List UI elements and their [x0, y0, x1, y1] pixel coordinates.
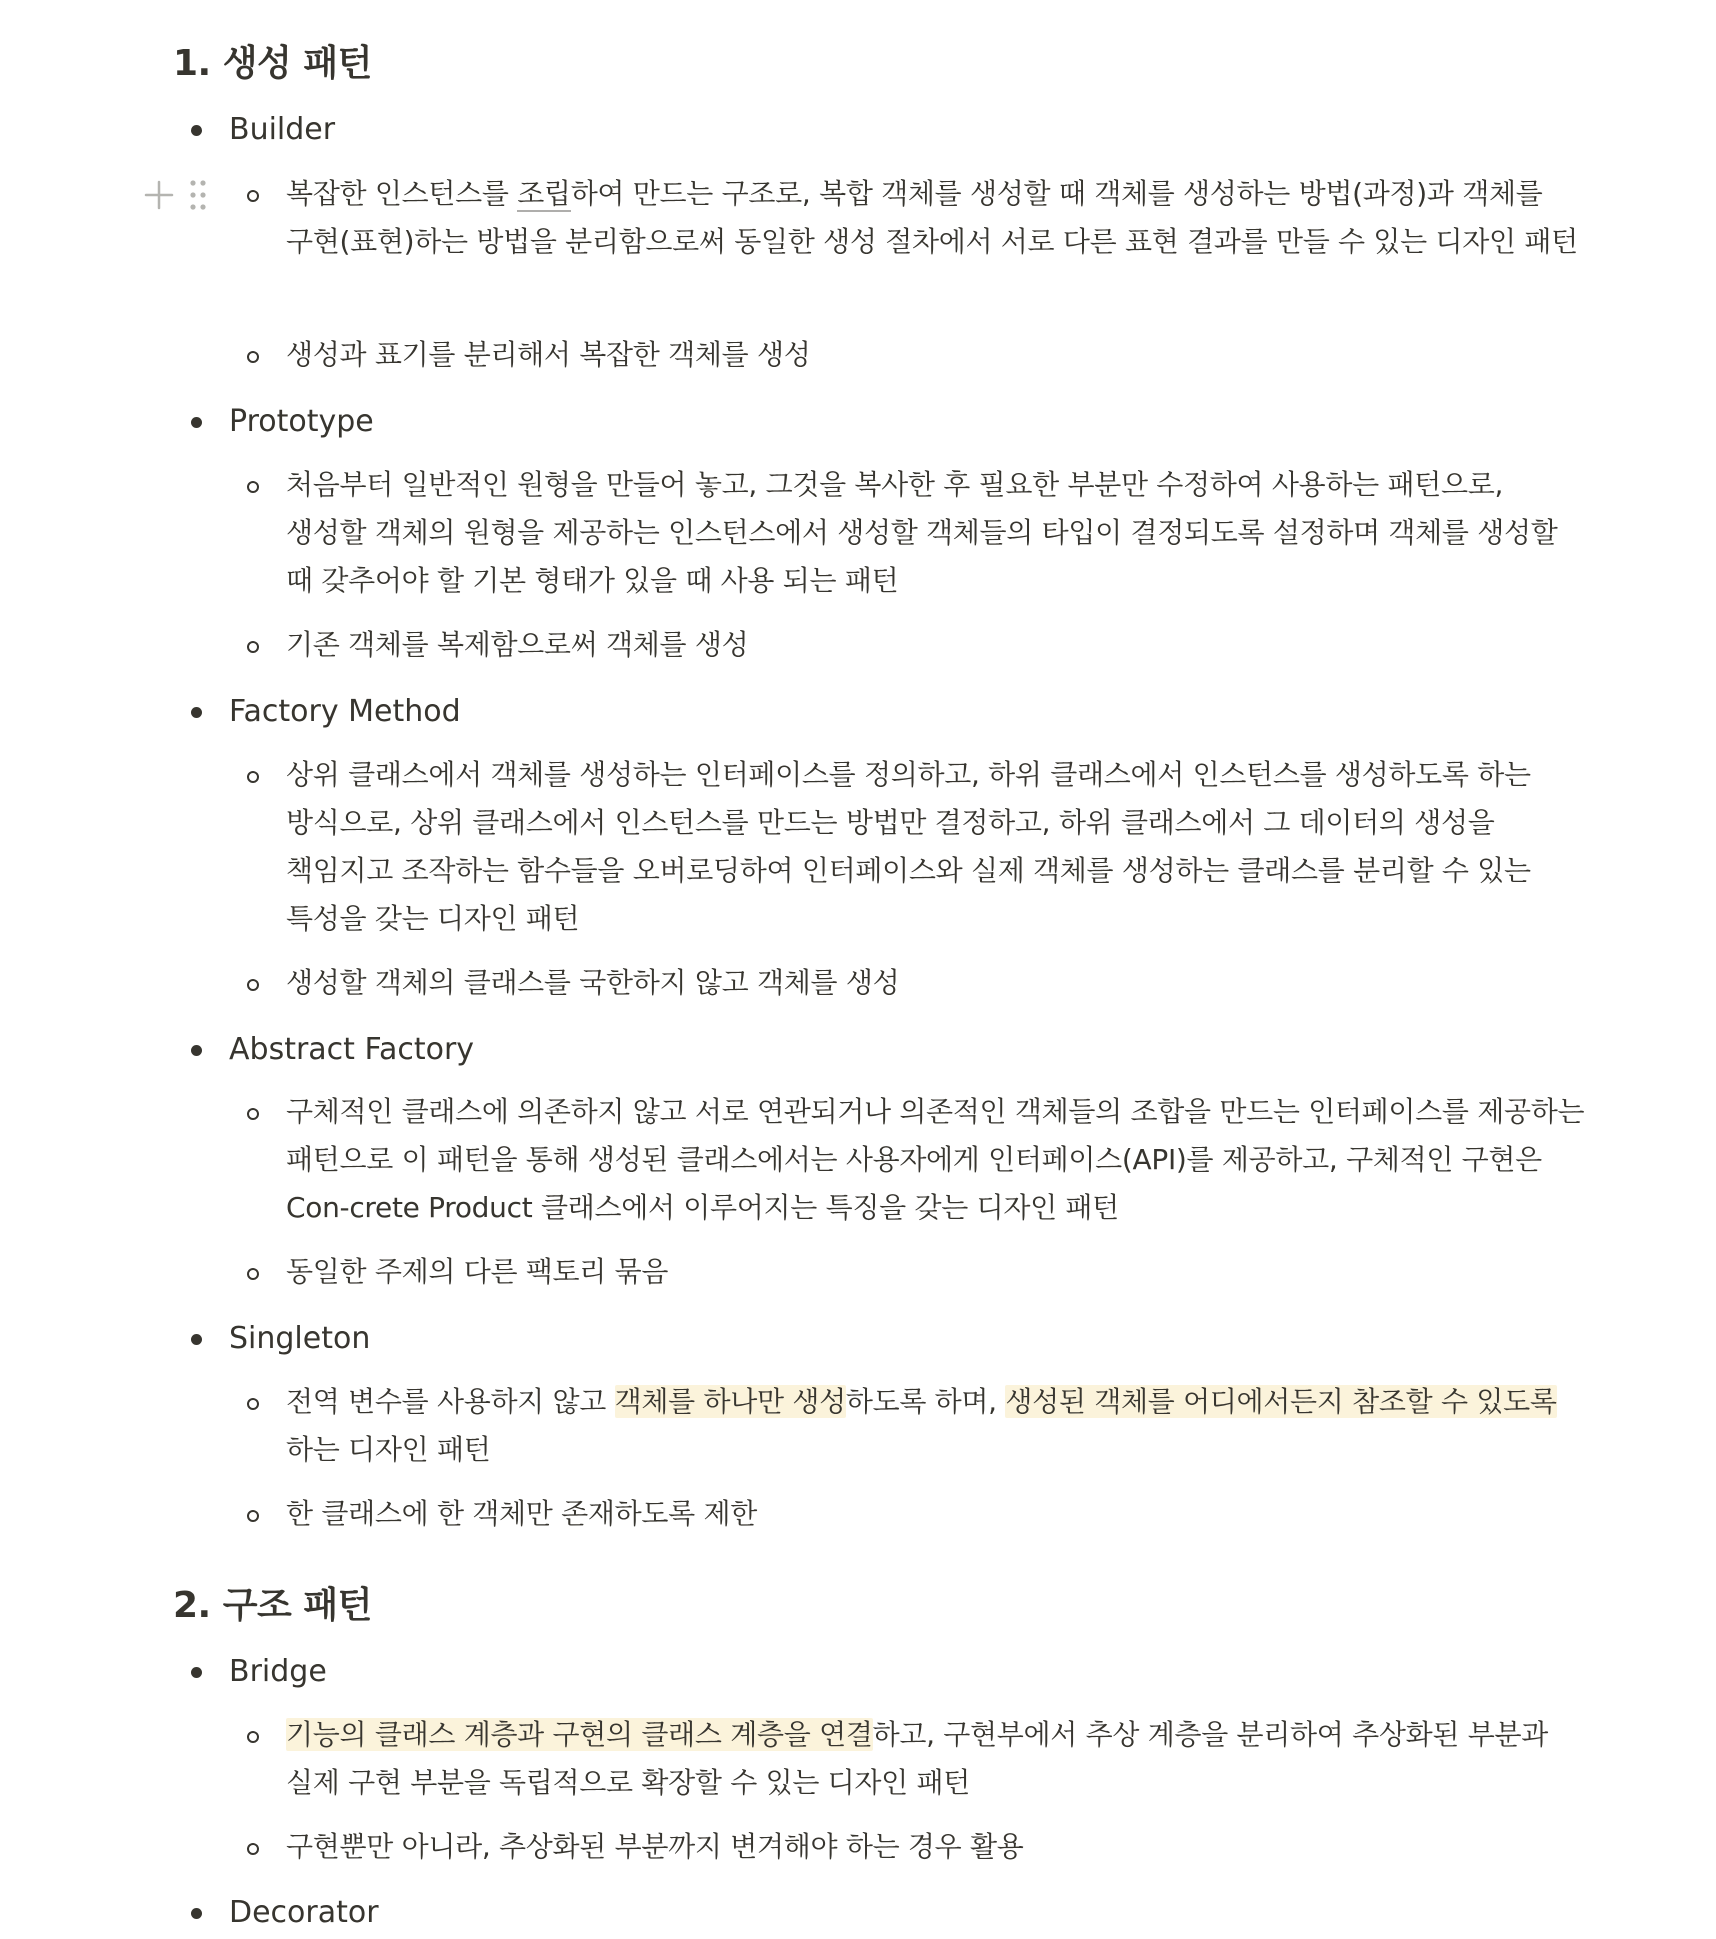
- circle-bullet-icon: [247, 1843, 259, 1855]
- description-text: 상위 클래스에서 객체를 생성하는 인터페이스를 정의하고, 하위 클래스에서 인스턴스를 생성하도록 하는 방식으로, 상위 클래스에서 인스턴스를 만드는 방법만 결정하고, 하위 클래스에서 그 데이터의 생성을 책임지고 조작하는 함수들을 오버로딩하여 인터페이스와 실제 객체를 생성하는 클래스를 분리할 수 있는 특성을 갖는 디자인 패턴: [286, 758, 1531, 935]
- description-text: 구체적인 클래스에 의존하지 않고 서로 연관되거나 의존적인 객체들의 조합을 만드는 인터페이스를 제공하는 패턴으로 이 패턴을 통해 생성된 클래스에서는 사용자에게 인터페이스(API)를 제공하고, 구체적인 구현은 Con-crete Product 클래스에서 이루어지는 특징을 갖는 디자인 패턴: [286, 1095, 1585, 1224]
- plus-icon[interactable]: [144, 180, 174, 210]
- section-heading: 1. 생성 패턴: [173, 43, 372, 84]
- drag-handle-icon[interactable]: [188, 178, 208, 212]
- highlighted-text: 기능의 클래스 계층과 구현의 클래스 계층을 연결: [286, 1718, 873, 1751]
- description-text: 처음부터 일반적인 원형을 만들어 놓고, 그것을 복사한 후 필요한 부분만 수정하여 사용하는 패턴으로, 생성할 객체의 원형을 제공하는 인스턴스에서 생성할 객체들의 타입이 결정되도록 설정하며 객체를 생성할 때 갖추어야 할 기본 형태가 있을 때 사용 되는 패턴: [286, 468, 1558, 597]
- pattern-label: Builder: [229, 112, 336, 147]
- description-text: 복잡한 인스턴스를 조립하여 만드는 구조로, 복합 객체를 생성할 때 객체를 생성하는 방법(과정)과 객체를 구현(표현)하는 방법을 분리함으로써 동일한 생성 절차에서 서로 다른 표현 결과를 만들 수 있는 디자인 패턴: [286, 177, 1578, 258]
- circle-bullet-icon: [247, 351, 259, 363]
- pattern-label: Singleton: [229, 1321, 371, 1356]
- bullet-icon: [191, 1334, 202, 1345]
- highlighted-text: 객체를 하나만 생성: [614, 1385, 846, 1418]
- pattern-label: Prototype: [229, 404, 374, 439]
- bullet-icon: [191, 125, 202, 136]
- summary-text: 생성과 표기를 분리해서 복잡한 객체를 생성: [286, 338, 811, 371]
- summary-text: 생성할 객체의 클래스를 국한하지 않고 객체를 생성: [286, 966, 900, 999]
- section-heading: 2. 구조 패턴: [173, 1585, 372, 1626]
- circle-bullet-icon: [247, 1398, 259, 1410]
- summary-text: 한 클래스에 한 객체만 존재하도록 제한: [286, 1497, 757, 1530]
- circle-bullet-icon: [247, 1731, 259, 1743]
- underlined-text: 조립: [517, 177, 571, 210]
- bullet-icon: [191, 1667, 202, 1678]
- summary-text: 동일한 주제의 다른 팩토리 묶음: [286, 1255, 669, 1288]
- pattern-label: Factory Method: [229, 694, 461, 729]
- description-text: 전역 변수를 사용하지 않고 객체를 하나만 생성하도록 하며, 생성된 객체를 어디에서든지 참조할 수 있도록 하는 디자인 패턴: [286, 1385, 1557, 1466]
- circle-bullet-icon: [247, 771, 259, 783]
- circle-bullet-icon: [247, 190, 259, 202]
- circle-bullet-icon: [247, 481, 259, 493]
- circle-bullet-icon: [247, 641, 259, 653]
- pattern-label: Abstract Factory: [229, 1032, 475, 1067]
- circle-bullet-icon: [247, 1510, 259, 1522]
- circle-bullet-icon: [247, 1108, 259, 1120]
- block-handle: [144, 176, 220, 216]
- bullet-icon: [191, 1045, 202, 1056]
- summary-text: 기존 객체를 복제함으로써 객체를 생성: [286, 628, 749, 661]
- bullet-icon: [191, 707, 202, 718]
- circle-bullet-icon: [247, 979, 259, 991]
- pattern-label: Bridge: [229, 1654, 327, 1689]
- bullet-icon: [191, 417, 202, 428]
- bullet-icon: [191, 1908, 202, 1919]
- highlighted-text: 생성된 객체를 어디에서든지 참조할 수 있도록: [1005, 1385, 1557, 1418]
- pattern-label: Decorator: [229, 1895, 379, 1930]
- description-text: 기능의 클래스 계층과 구현의 클래스 계층을 연결하고, 구현부에서 추상 계층을 분리하여 추상화된 부분과 실제 구현 부분을 독립적으로 확장할 수 있는 디자인 패턴: [286, 1718, 1548, 1799]
- circle-bullet-icon: [247, 1268, 259, 1280]
- summary-text: 구현뿐만 아니라, 추상화된 부분까지 변겨해야 하는 경우 활용: [286, 1830, 1024, 1863]
